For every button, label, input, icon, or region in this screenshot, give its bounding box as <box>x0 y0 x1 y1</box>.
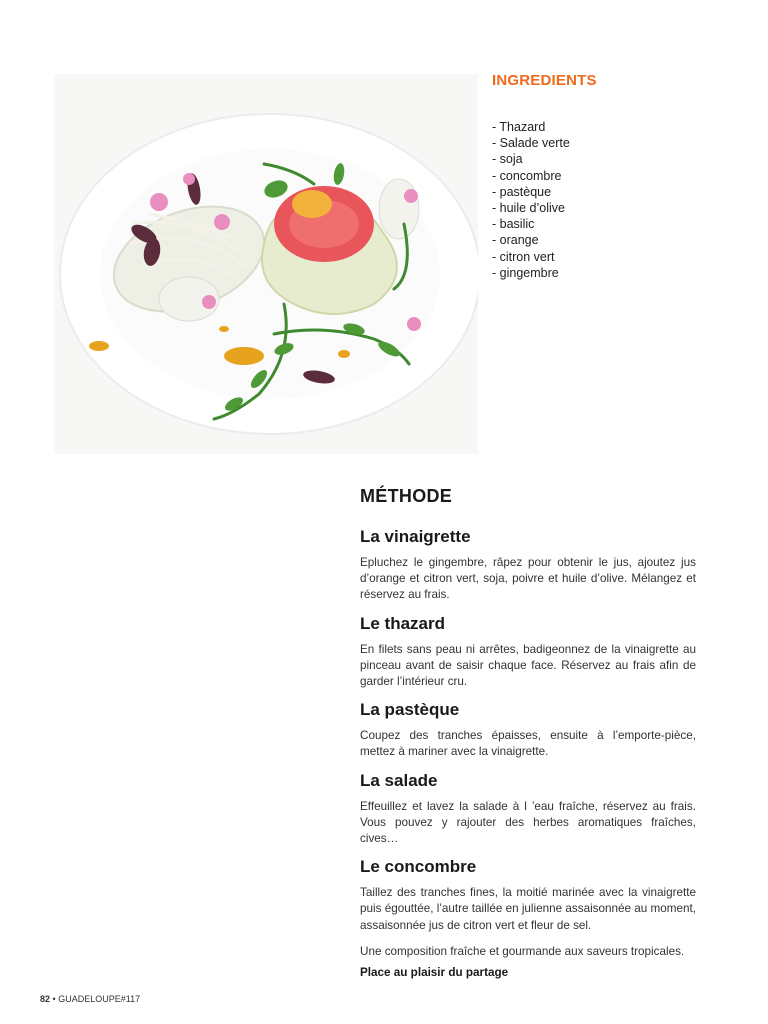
list-item: - citron vert <box>492 249 555 264</box>
section-title-pasteque: La pastèque <box>360 700 460 720</box>
section-title-thazard: Le thazard <box>360 613 446 633</box>
section-text-vinaigrette: Epluchez le gingembre, râpez pour obtenir le jus, ajoutez jus d’orange et citron vert, soja, poivre et huile d’olive. Mélangez et réservez au frais. <box>360 556 696 602</box>
section-text-concombre: Taillez des tranches fines, la moitié marinée avec la vinaigrette puis égouttée, l’autre taillée en julienne assaisonnée au moment, assaisonnée jus de citron vert et fleur de sel. <box>360 886 696 932</box>
magazine-issue: GUADELOUPE#117 <box>58 994 141 1004</box>
list-item: - orange <box>492 233 539 248</box>
section-title-vinaigrette: La vinaigrette <box>360 527 471 546</box>
dish-photo <box>54 74 478 454</box>
method-title: MÉTHODE <box>360 486 453 506</box>
ingredients-panel <box>492 72 742 281</box>
list-item: - pastèque <box>492 184 552 199</box>
method-section <box>360 486 696 979</box>
ingredients-title: INGREDIENTS <box>492 72 597 89</box>
closing-text: Une composition fraîche et gourmande aux saveurs tropicales. <box>360 944 685 958</box>
section-title-salade: La salade <box>360 770 438 790</box>
signature-text: Place au plaisir du partage <box>360 965 509 979</box>
ingredients-list <box>492 119 742 281</box>
list-item: - Thazard <box>492 120 546 134</box>
section-text-salade: Effeuillez et lavez la salade à l ’eau fraîche, réservez au frais. Vous pouvez y rajouter des herbes aromatiques fraîches, cives… <box>360 799 696 846</box>
list-item: - soja <box>492 152 523 167</box>
list-item: - basilic <box>492 217 535 232</box>
section-text-pasteque: Coupez des tranches épaisses, ensuite à l’emporte-pièce, mettez à mariner avec la vinaigrette. <box>360 729 696 759</box>
section-title-concombre: Le concombre <box>360 857 477 877</box>
footer-separator: • <box>52 994 56 1004</box>
dish-illustration <box>54 74 478 454</box>
list-item: - Salade verte <box>492 136 570 151</box>
list-item: - concombre <box>492 168 562 183</box>
list-item: - huile d’olive <box>492 201 565 216</box>
list-item: - gingembre <box>492 265 559 280</box>
page-footer <box>40 994 140 1004</box>
page-number: 82 <box>40 994 51 1004</box>
section-text-thazard: En filets sans peau ni arrêtes, badigeonnez de la vinaigrette au pinceau avant de saisir chaque face. Réservez au frais afin de garder l’intérieur cru. <box>360 642 696 689</box>
